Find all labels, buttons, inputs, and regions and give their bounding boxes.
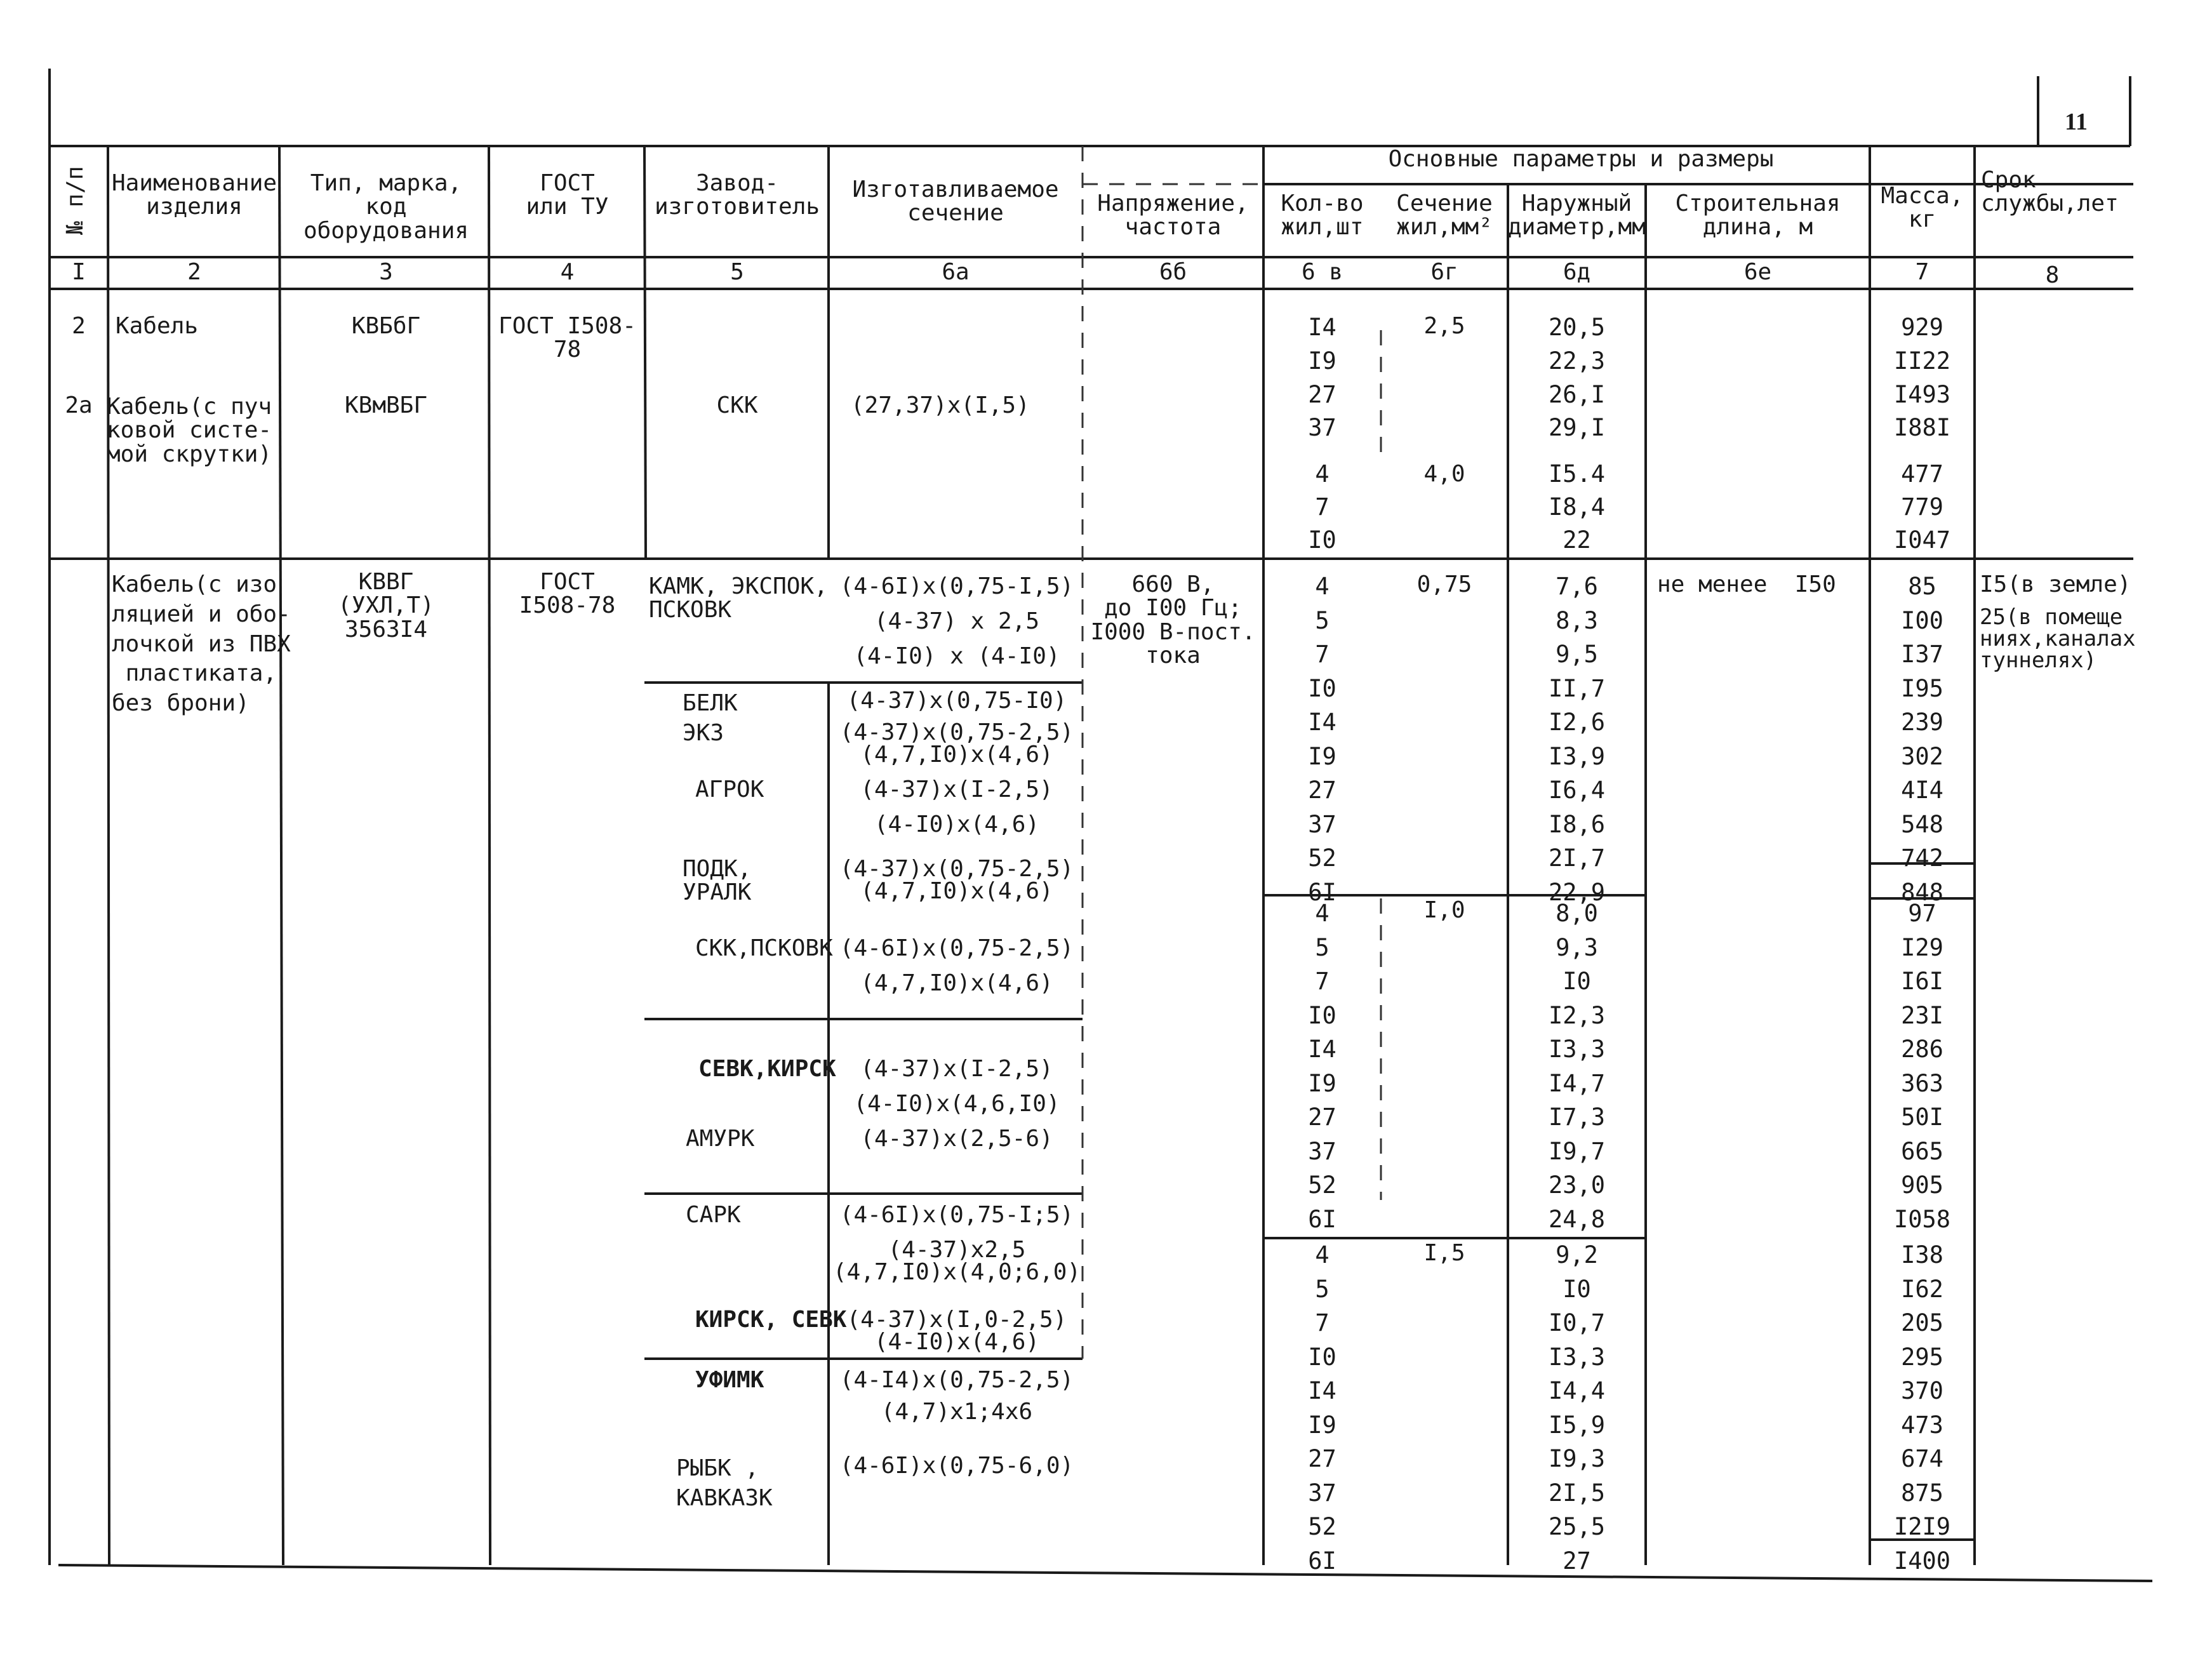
core-section: 4,0 bbox=[1423, 461, 1465, 487]
index-cell: 3 bbox=[379, 259, 393, 285]
outer-diameter: I8,4 bbox=[1548, 493, 1606, 521]
mass: 4I4 bbox=[1901, 777, 1943, 804]
core-section: 2,5 bbox=[1423, 313, 1465, 339]
section: (4-37)x(I,0-2,5) bbox=[846, 1307, 1067, 1333]
outer-diameter: I5.4 bbox=[1548, 460, 1606, 488]
voltage: 660 В, до I00 Гц; I000 В-пост. тока bbox=[1090, 571, 1256, 669]
index-cell: 2 bbox=[187, 259, 201, 285]
product-name: Кабель(с пуч ковой систе- мой скрутки) bbox=[107, 394, 272, 467]
header-col-type: Тип, марка, код оборудования bbox=[303, 170, 469, 244]
outer-diameter: I9,3 bbox=[1548, 1445, 1606, 1472]
mass: 742 bbox=[1901, 844, 1943, 872]
outer-diameter: 2I,5 bbox=[1548, 1479, 1606, 1507]
row-number: 2 bbox=[72, 313, 86, 339]
section: (27,37)x(I,5) bbox=[851, 392, 1030, 418]
core-count: I4 bbox=[1308, 1036, 1336, 1063]
outer-diameter: 25,5 bbox=[1548, 1513, 1606, 1540]
mass: I62 bbox=[1901, 1276, 1943, 1303]
mass: I29 bbox=[1901, 934, 1943, 961]
outer-diameter: 9,3 bbox=[1556, 934, 1598, 961]
mass: II22 bbox=[1893, 347, 1951, 375]
product-gost: ГОСТ I508-78 bbox=[519, 569, 616, 619]
mass: 205 bbox=[1901, 1309, 1943, 1337]
section: (4,7,I0)x(4,6) bbox=[860, 970, 1053, 996]
core-count: 7 bbox=[1315, 968, 1330, 995]
outer-diameter: 22,3 bbox=[1548, 347, 1606, 375]
mass: 239 bbox=[1901, 709, 1943, 736]
header-col-mass: Масса, кг bbox=[1881, 183, 1964, 233]
core-count: 5 bbox=[1315, 934, 1330, 961]
outer-diameter: I6,4 bbox=[1548, 777, 1606, 804]
core-count: I9 bbox=[1308, 743, 1336, 770]
outer-diameter: I4,7 bbox=[1548, 1070, 1606, 1097]
core-count: 52 bbox=[1308, 1513, 1336, 1540]
product-name: Кабель(с изо ляцией и обо- лочкой из ПВХ пластиката, без брони) bbox=[112, 571, 291, 717]
outer-diameter: 7,6 bbox=[1556, 573, 1598, 600]
core-count: I0 bbox=[1308, 675, 1336, 702]
core-count: 37 bbox=[1308, 811, 1336, 838]
mass: I2I9 bbox=[1893, 1513, 1951, 1540]
mass: 875 bbox=[1901, 1479, 1943, 1507]
product-type: КВБбГ bbox=[351, 313, 421, 339]
section: (4-37) x 2,5 bbox=[874, 608, 1040, 634]
header-col-voltage: Напряжение, частота bbox=[1097, 190, 1249, 241]
core-count: I0 bbox=[1308, 526, 1336, 554]
header-col-gost: ГОСТ или ТУ bbox=[526, 170, 609, 220]
core-count: I9 bbox=[1308, 1411, 1336, 1439]
core-count: 27 bbox=[1308, 381, 1336, 408]
mass: 302 bbox=[1901, 743, 1943, 770]
mass: 85 bbox=[1908, 573, 1936, 600]
core-count: 4 bbox=[1315, 460, 1330, 488]
mass: 477 bbox=[1901, 460, 1943, 488]
outer-diameter: 8,0 bbox=[1556, 900, 1598, 927]
mass: I38 bbox=[1901, 1241, 1943, 1269]
section: (4-I0) x (4-I0) bbox=[853, 643, 1060, 669]
outer-diameter: I3,9 bbox=[1548, 743, 1606, 770]
index-cell: 6д bbox=[1563, 259, 1591, 285]
maker: РЫБК , КАВКАЗК bbox=[676, 1455, 773, 1511]
mass: I047 bbox=[1893, 526, 1951, 554]
section: (4,7,I0)x(4,0;6,0) bbox=[833, 1259, 1081, 1285]
mass: 848 bbox=[1901, 879, 1943, 906]
section: (4-37)x(2,5-6) bbox=[860, 1126, 1053, 1152]
maker: СЕВК,КИРСК bbox=[698, 1056, 836, 1082]
outer-diameter: 24,8 bbox=[1548, 1206, 1606, 1233]
core-count: 7 bbox=[1315, 641, 1330, 668]
mass: I95 bbox=[1901, 675, 1943, 702]
outer-diameter: I0 bbox=[1563, 1276, 1591, 1303]
header-col-life: Срок службы,лет bbox=[1981, 167, 2119, 217]
core-count: 52 bbox=[1308, 844, 1336, 872]
outer-diameter: 29,I bbox=[1548, 414, 1606, 441]
section: (4-I0)x(4,6) bbox=[874, 1329, 1040, 1355]
outer-diameter: 22,9 bbox=[1548, 879, 1606, 906]
outer-diameter: I2,3 bbox=[1548, 1002, 1606, 1029]
header-col-section: Изготавливаемое сечение bbox=[852, 177, 1059, 227]
index-cell: 6е bbox=[1743, 259, 1772, 285]
core-count: 27 bbox=[1308, 1445, 1336, 1472]
core-section: I,0 bbox=[1423, 897, 1465, 923]
core-count: I0 bbox=[1308, 1002, 1336, 1029]
header-col-maker: Завод- изготовитель bbox=[654, 170, 820, 220]
outer-diameter: 27 bbox=[1563, 1547, 1591, 1575]
outer-diameter: I9,7 bbox=[1548, 1138, 1606, 1165]
section: (4-I0)x(4,6,I0) bbox=[853, 1091, 1060, 1117]
core-count: I9 bbox=[1308, 1070, 1336, 1097]
core-count: 37 bbox=[1308, 1138, 1336, 1165]
core-count: 37 bbox=[1308, 414, 1336, 441]
section: (4-6I)x(0,75-I;5) bbox=[839, 1202, 1074, 1228]
maker: КАМК, ЭКСПОК, ПСКОВК bbox=[649, 573, 828, 623]
core-count: 5 bbox=[1315, 607, 1330, 634]
core-count: I4 bbox=[1308, 314, 1336, 341]
mass: 23I bbox=[1901, 1002, 1943, 1029]
outer-diameter: 22 bbox=[1563, 526, 1591, 554]
outer-diameter: I7,3 bbox=[1548, 1103, 1606, 1131]
row-number: 2а bbox=[65, 392, 93, 418]
maker: БЕЛК ЭКЗ bbox=[683, 690, 738, 746]
section: (4-37)x(0,75-2,5) bbox=[839, 856, 1074, 882]
mass: 363 bbox=[1901, 1070, 1943, 1097]
core-count: 5 bbox=[1315, 1276, 1330, 1303]
mass: 97 bbox=[1908, 900, 1936, 927]
service-life: I5(в земле) bbox=[1980, 571, 2131, 597]
build-length: не менее I50 bbox=[1657, 571, 1836, 597]
index-cell: 4 bbox=[560, 259, 575, 285]
core-count: 4 bbox=[1315, 573, 1330, 600]
section: (4,7,I0)x(4,6) bbox=[860, 742, 1053, 768]
outer-diameter: I3,3 bbox=[1548, 1343, 1606, 1371]
mass: 50I bbox=[1901, 1103, 1943, 1131]
core-count: 6I bbox=[1308, 1206, 1336, 1233]
header-col-name: Наименование изделия bbox=[111, 170, 277, 220]
section: (4-37)x(I-2,5) bbox=[860, 777, 1053, 803]
core-count: 6I bbox=[1308, 879, 1336, 906]
header-col-diameter: Наружный диаметр,мм bbox=[1508, 190, 1646, 241]
outer-diameter: II,7 bbox=[1548, 675, 1606, 702]
mass: 370 bbox=[1901, 1377, 1943, 1404]
section: (4-6I)x(0,75-I,5) bbox=[839, 573, 1074, 599]
product-name: Кабель bbox=[116, 313, 199, 339]
section: (4-I0)x(4,6) bbox=[874, 811, 1040, 837]
maker: УФИМК bbox=[695, 1367, 764, 1393]
header-col-csection: Сечение жил,мм² bbox=[1396, 190, 1493, 241]
mass: I6I bbox=[1901, 968, 1943, 995]
section: (4-37)x2,5 bbox=[888, 1237, 1026, 1263]
mass: I058 bbox=[1893, 1206, 1951, 1233]
mass: 473 bbox=[1901, 1411, 1943, 1439]
core-section: 0,75 bbox=[1416, 571, 1472, 597]
outer-diameter: I5,9 bbox=[1548, 1411, 1606, 1439]
outer-diameter: I8,6 bbox=[1548, 811, 1606, 838]
core-count: I0 bbox=[1308, 1343, 1336, 1371]
core-section: I,5 bbox=[1423, 1240, 1465, 1266]
mass: 674 bbox=[1901, 1445, 1943, 1472]
outer-diameter: 9,5 bbox=[1556, 641, 1598, 668]
header-col-num: № п/п bbox=[62, 166, 88, 235]
outer-diameter: 20,5 bbox=[1548, 314, 1606, 341]
index-cell: I bbox=[72, 259, 86, 285]
section: (4,7,I0)x(4,6) bbox=[860, 878, 1053, 904]
section: (4-37)x(0,75-2,5) bbox=[839, 719, 1074, 745]
index-cell: 6а bbox=[942, 259, 970, 285]
header-col-length: Строительная длина, м bbox=[1675, 190, 1841, 241]
section: (4-37)x(0,75-I0) bbox=[846, 688, 1067, 714]
core-count: 7 bbox=[1315, 493, 1330, 521]
section: (4-6I)x(0,75-6,0) bbox=[839, 1453, 1074, 1479]
core-count: I4 bbox=[1308, 1377, 1336, 1404]
maker: САРК bbox=[686, 1202, 741, 1228]
outer-diameter: I0,7 bbox=[1548, 1309, 1606, 1337]
index-cell: 5 bbox=[730, 259, 744, 285]
outer-diameter: 9,2 bbox=[1556, 1241, 1598, 1269]
core-count: 27 bbox=[1308, 777, 1336, 804]
mass: 779 bbox=[1901, 493, 1943, 521]
mass: I00 bbox=[1901, 607, 1943, 634]
section: (4-37)x(I-2,5) bbox=[860, 1056, 1053, 1082]
mass: I400 bbox=[1893, 1547, 1951, 1575]
service-life: 25(в помеще ниях,каналах туннелях) bbox=[1980, 604, 2136, 673]
core-count: 27 bbox=[1308, 1103, 1336, 1131]
index-cell: 8 bbox=[2045, 262, 2060, 288]
core-count: I9 bbox=[1308, 347, 1336, 375]
outer-diameter: 23,0 bbox=[1548, 1171, 1606, 1199]
outer-diameter: 2I,7 bbox=[1548, 844, 1606, 872]
outer-diameter: I4,4 bbox=[1548, 1377, 1606, 1404]
maker: СКК,ПСКОВК bbox=[695, 935, 833, 961]
maker: СКК bbox=[716, 392, 758, 418]
mass: 665 bbox=[1901, 1138, 1943, 1165]
outer-diameter: I0 bbox=[1563, 968, 1591, 995]
outer-diameter: I3,3 bbox=[1548, 1036, 1606, 1063]
index-cell: 6г bbox=[1430, 259, 1458, 285]
core-count: 6I bbox=[1308, 1547, 1336, 1575]
product-type: КВмВБГ bbox=[344, 392, 428, 418]
mass: 295 bbox=[1901, 1343, 1943, 1371]
outer-diameter: I2,6 bbox=[1548, 709, 1606, 736]
section: (4-I4)x(0,75-2,5) bbox=[839, 1367, 1074, 1393]
product-type: КВВГ (УХЛ,Т) 3563I4 bbox=[338, 569, 434, 643]
section: (4-6I)x(0,75-2,5) bbox=[839, 935, 1074, 961]
maker: КИРСК, СЕВК bbox=[695, 1307, 847, 1333]
mass: 905 bbox=[1901, 1171, 1943, 1199]
mass: I37 bbox=[1901, 641, 1943, 668]
outer-diameter: 8,3 bbox=[1556, 607, 1598, 634]
core-count: I4 bbox=[1308, 709, 1336, 736]
header-col-cores: Кол-во жил,шт bbox=[1281, 190, 1364, 241]
core-count: 37 bbox=[1308, 1479, 1336, 1507]
maker: АГРОК bbox=[695, 777, 764, 803]
index-cell: 7 bbox=[1915, 259, 1929, 285]
mass: 286 bbox=[1901, 1036, 1943, 1063]
page-number: 11 bbox=[2065, 109, 2088, 135]
core-count: 52 bbox=[1308, 1171, 1336, 1199]
core-count: 4 bbox=[1315, 1241, 1330, 1269]
header-group-title: Основные параметры и размеры bbox=[1388, 146, 1774, 172]
section: (4,7)x1;4x6 bbox=[881, 1399, 1033, 1425]
outer-diameter: 26,I bbox=[1548, 381, 1606, 408]
product-gost: ГОСТ I508- 78 bbox=[498, 313, 636, 363]
index-cell: 6б bbox=[1159, 259, 1187, 285]
mass: I493 bbox=[1893, 381, 1951, 408]
mass: I88I bbox=[1893, 414, 1951, 441]
maker: ПОДК, УРАЛК bbox=[683, 856, 752, 906]
core-count: 7 bbox=[1315, 1309, 1330, 1337]
mass: 548 bbox=[1901, 811, 1943, 838]
maker: АМУРК bbox=[686, 1126, 755, 1152]
index-cell: 6 в bbox=[1301, 259, 1343, 285]
core-count: 4 bbox=[1315, 900, 1330, 927]
mass: 929 bbox=[1901, 314, 1943, 341]
